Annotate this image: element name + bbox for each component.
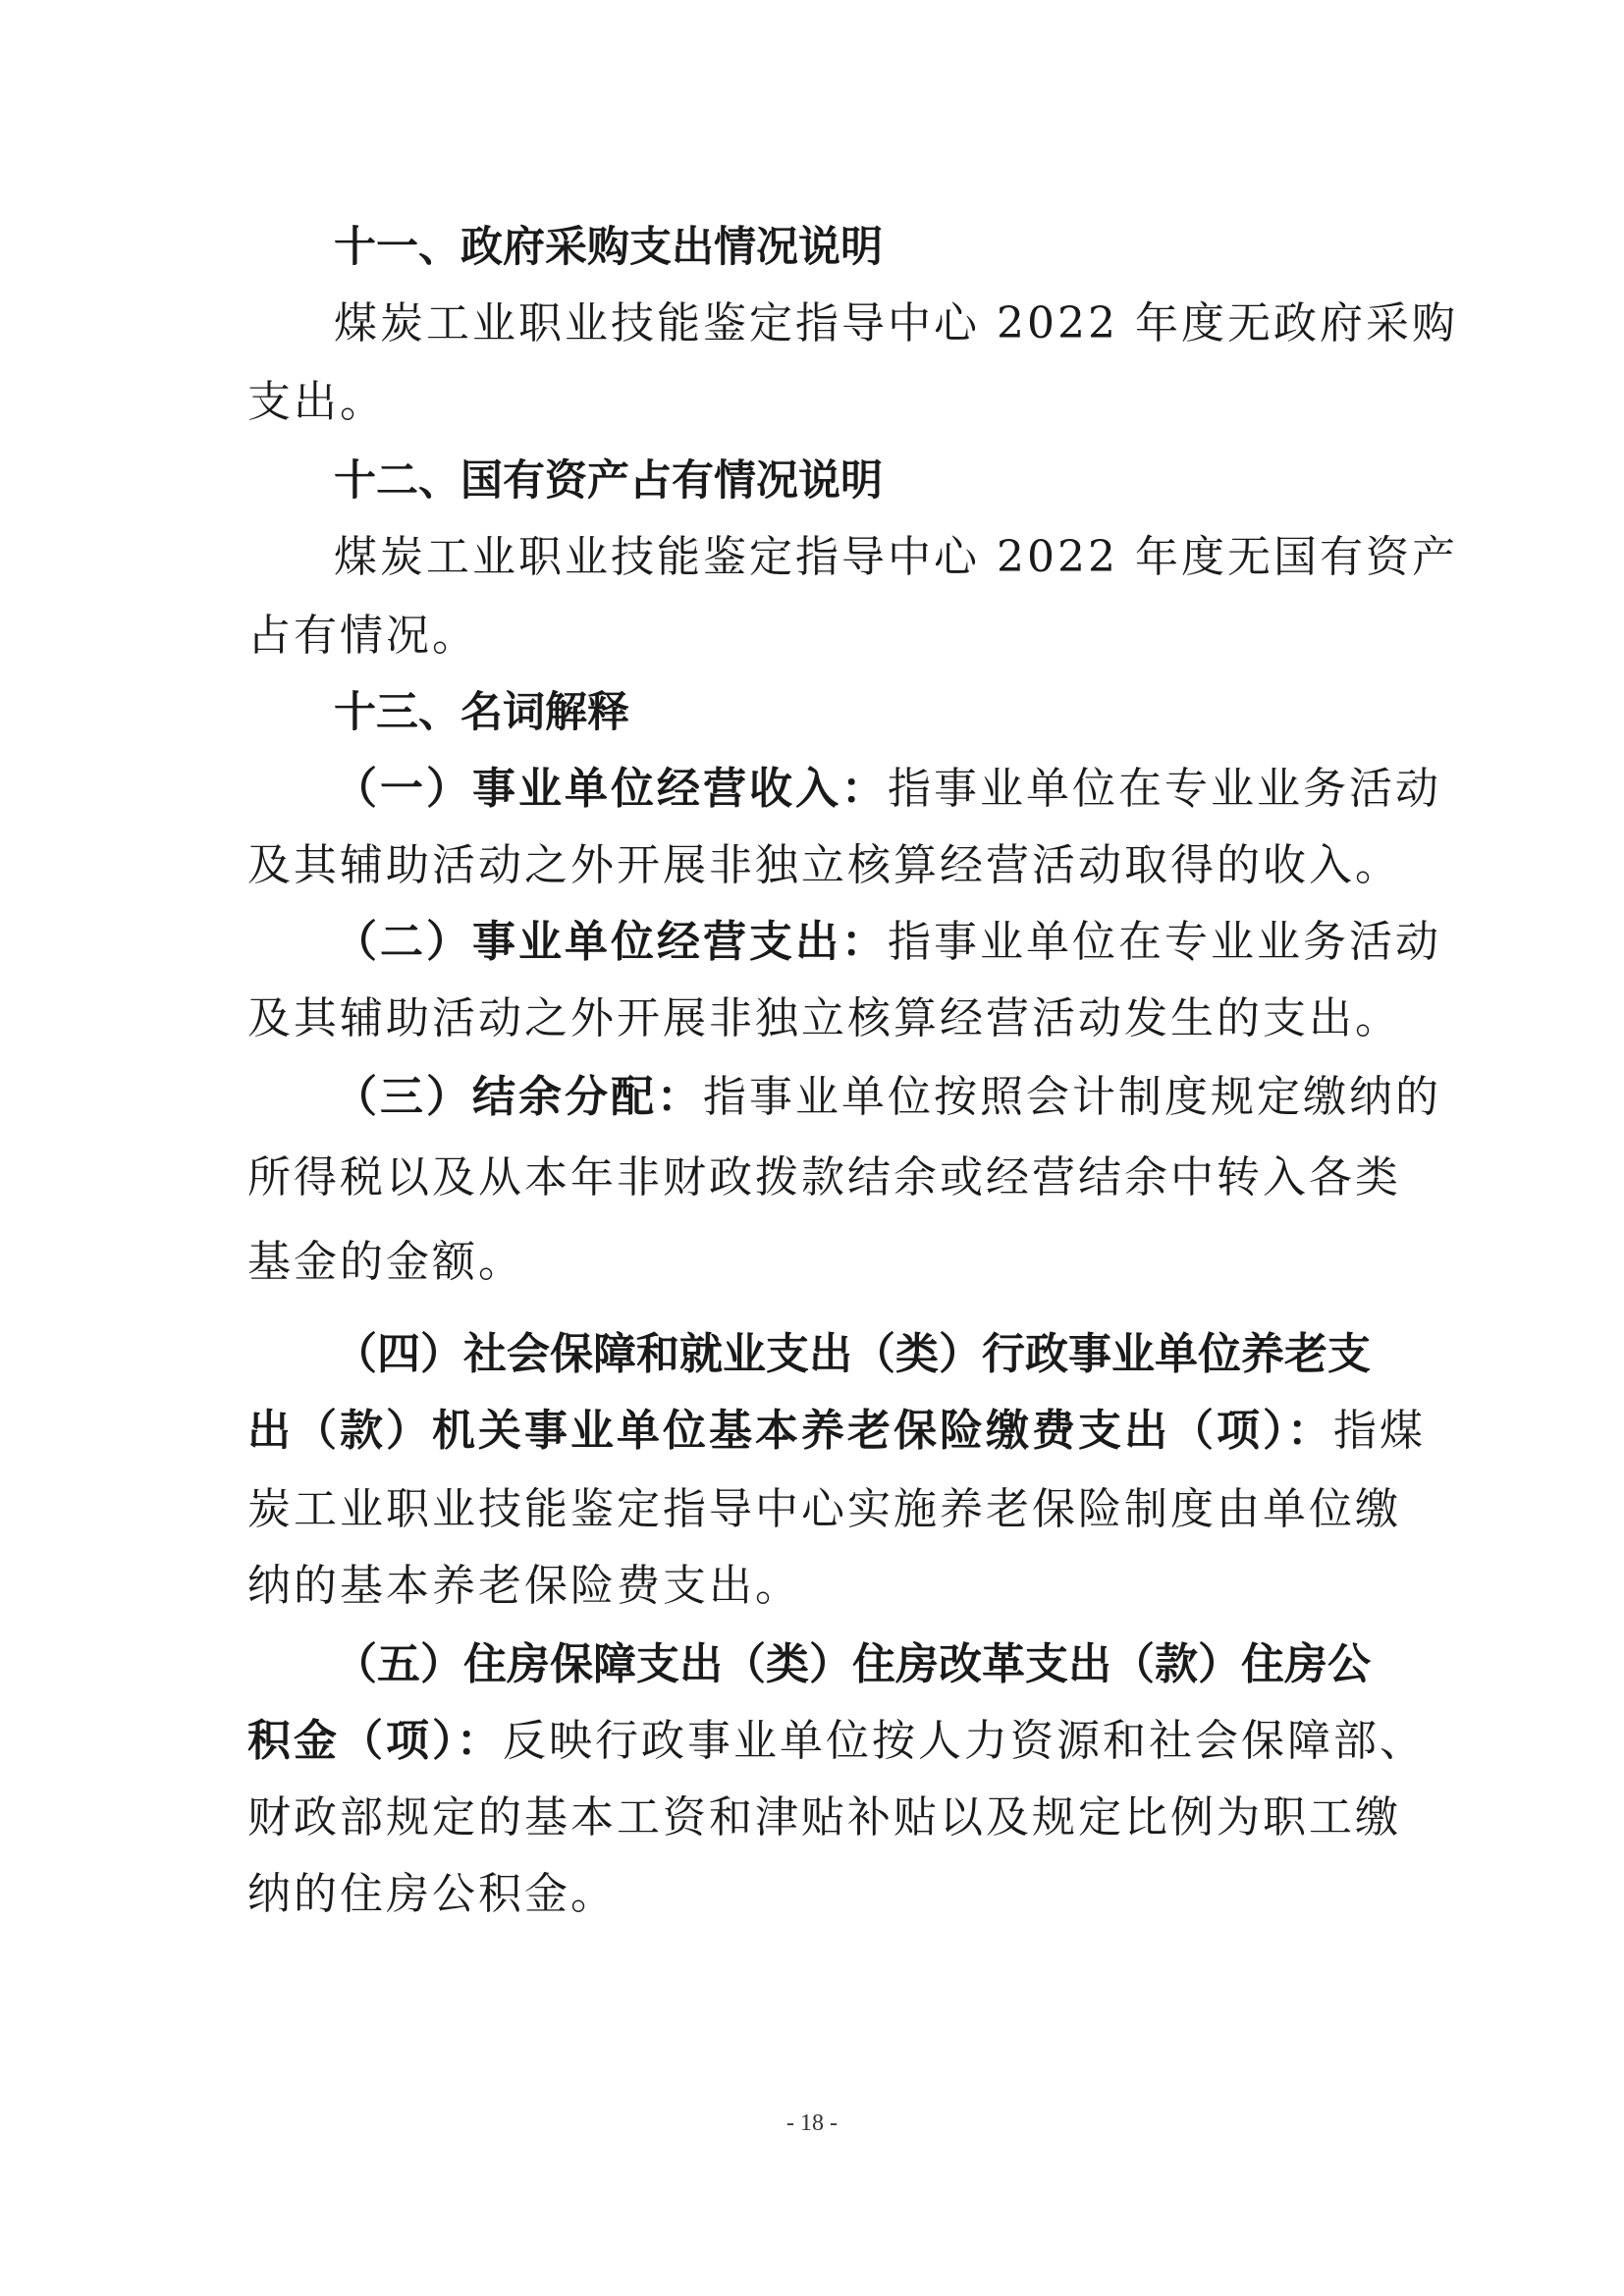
section-11-text-line-2: 支出。: [247, 377, 386, 427]
term-3-line-3: 基金的金额。: [247, 1237, 524, 1287]
section-12-text-line-1: 煤炭工业职业技能鉴定指导中心 2022 年度无国有资产: [334, 532, 1458, 582]
section-13-heading: 十三、名词解释: [334, 688, 629, 737]
term-5-title-line-2: 积金（项）：: [247, 1716, 503, 1766]
term-3-definition-start: 指事业单位按照会计制度规定缴纳的: [703, 1072, 1441, 1122]
term-3-line-2: 所得税以及从本年非财政拨款结余或经营结余中转入各类: [247, 1152, 1401, 1202]
term-5-line-3: 财政部规定的基本工资和津贴补贴以及规定比例为职工缴: [247, 1792, 1401, 1842]
section-11-text-line-1: 煤炭工业职业技能鉴定指导中心 2022 年度无政府采购: [334, 298, 1458, 348]
term-2-title: （二）事业单位经营支出：: [334, 917, 888, 967]
term-3-line-1: [334, 1068, 1441, 1127]
section-11-heading: 十一、政府采购支出情况说明: [334, 223, 883, 272]
term-1-definition-start: 指事业单位在专业业务活动: [888, 764, 1441, 814]
term-2-line-1: [334, 913, 1441, 972]
term-5-line-4: 纳的住房公积金。: [247, 1869, 617, 1919]
term-1-title: （一）事业单位经营收入：: [334, 764, 888, 814]
term-5-title-line-1: （五）住房保障支出（类）住房改革支出（款）住房公: [334, 1639, 1371, 1689]
term-4-line-4: 纳的基本养老保险费支出。: [247, 1561, 801, 1611]
term-2-definition-start: 指事业单位在专业业务活动: [888, 917, 1441, 967]
term-4-title-line-1: （四）社会保障和就业支出（类）行政事业单位养老支: [334, 1329, 1371, 1379]
section-12-heading: 十二、国有资产占有情况说明: [334, 456, 883, 506]
term-5-definition-start: 反映行政事业单位按人力资源和社会保障部、: [503, 1716, 1426, 1766]
term-3-title: （三）结余分配：: [334, 1072, 703, 1122]
term-1-line-2: 及其辅助活动之外开展非独立核算经营活动取得的收入。: [247, 840, 1401, 890]
term-4-definition-start: 指煤: [1333, 1406, 1426, 1456]
section-12-text-line-2: 占有情况。: [247, 611, 478, 661]
term-2-line-2: 及其辅助活动之外开展非独立核算经营活动发生的支出。: [247, 993, 1401, 1043]
term-4-line-2: [247, 1402, 1426, 1461]
term-4-line-3: 炭工业职业技能鉴定指导中心实施养老保险制度由单位缴: [247, 1484, 1401, 1534]
term-1-line-1: [334, 760, 1441, 819]
term-4-title-line-2: 出（款）机关事业单位基本养老保险缴费支出（项）：: [247, 1406, 1333, 1456]
page-number: - 18 -: [786, 2110, 838, 2136]
term-5-line-2: [247, 1712, 1426, 1771]
